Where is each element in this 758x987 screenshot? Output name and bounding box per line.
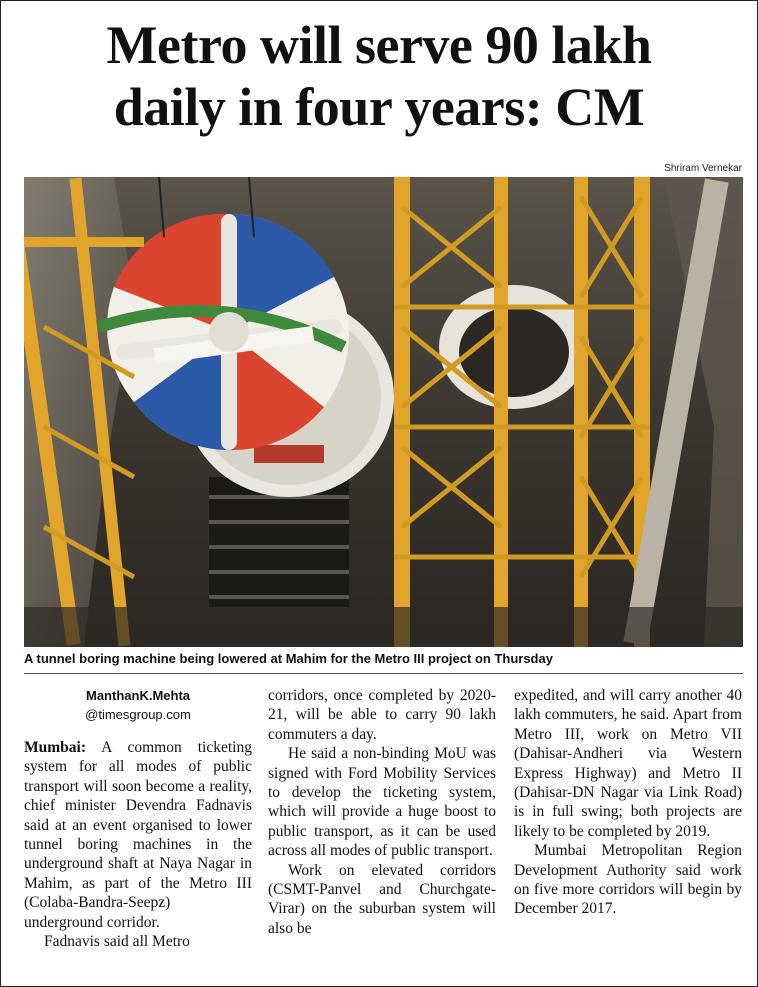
news-photo xyxy=(24,177,743,647)
headline-line-2: daily in four years: CM xyxy=(113,77,645,137)
article-paragraph-5: Mumbai Metropolitan Region Development Authority said work on five more corridors will begin by December 2017. xyxy=(514,842,742,918)
byline xyxy=(24,686,252,724)
photo-credit: Shriram Vernekar xyxy=(664,163,742,174)
article-paragraph-3: He said a non-binding MoU was signed with Ford Mobility Services to develop the ticketing system, which will provide a huge boost to public transport, as it can be used across all modes of public transport. xyxy=(268,745,496,860)
byline-email: @timesgroup.com xyxy=(85,707,191,722)
dateline: Mumbai: xyxy=(24,739,86,756)
article-column-3 xyxy=(514,686,742,919)
headline xyxy=(0,14,758,138)
article-paragraph-4-start: Work on elevated corridors (CSMT-Panvel and Churchgate-Virar) on the suburban system will also be xyxy=(268,861,496,937)
headline-line-1: Metro will serve 90 lakh xyxy=(106,15,652,75)
byline-author: ManthanK.Mehta xyxy=(86,688,190,703)
article-paragraph-1 xyxy=(24,738,252,932)
article-paragraph-2-start: Fadnavis said all Metro xyxy=(44,933,190,951)
article-column-1 xyxy=(24,686,252,951)
photo-caption: A tunnel boring machine being lowered at Mahim for the Metro III project on Thursday xyxy=(24,651,553,666)
caption-divider xyxy=(24,673,743,674)
article-column-2 xyxy=(268,686,496,938)
article-paragraph-2-end: corridors, once completed by 2020-21, will be able to carry 90 lakh commuters a day. xyxy=(268,687,496,743)
article-paragraph-4-end: expedited, and will carry another 40 lakh commuters, he said. Apart from Metro III, work on Metro VII (Dahisar-Andheri via Western Express Highway) and Metro II (Dahisar-DN Nagar via Link Road) is in full swing; both projects are likely to be completed by 2019. xyxy=(514,687,742,840)
tunnel-boring-machine-illustration xyxy=(24,177,743,647)
paragraph-1-text: A common ticketing system for all modes of public transport will soon become a reality, chief minister Devendra Fadnavis said at an event organised to lower tunnel boring machines in the underground shaft at Naya Nagar in Mahim, as part of the Metro III (Colaba-Bandra-Seepz) underground corridor. xyxy=(24,739,252,931)
